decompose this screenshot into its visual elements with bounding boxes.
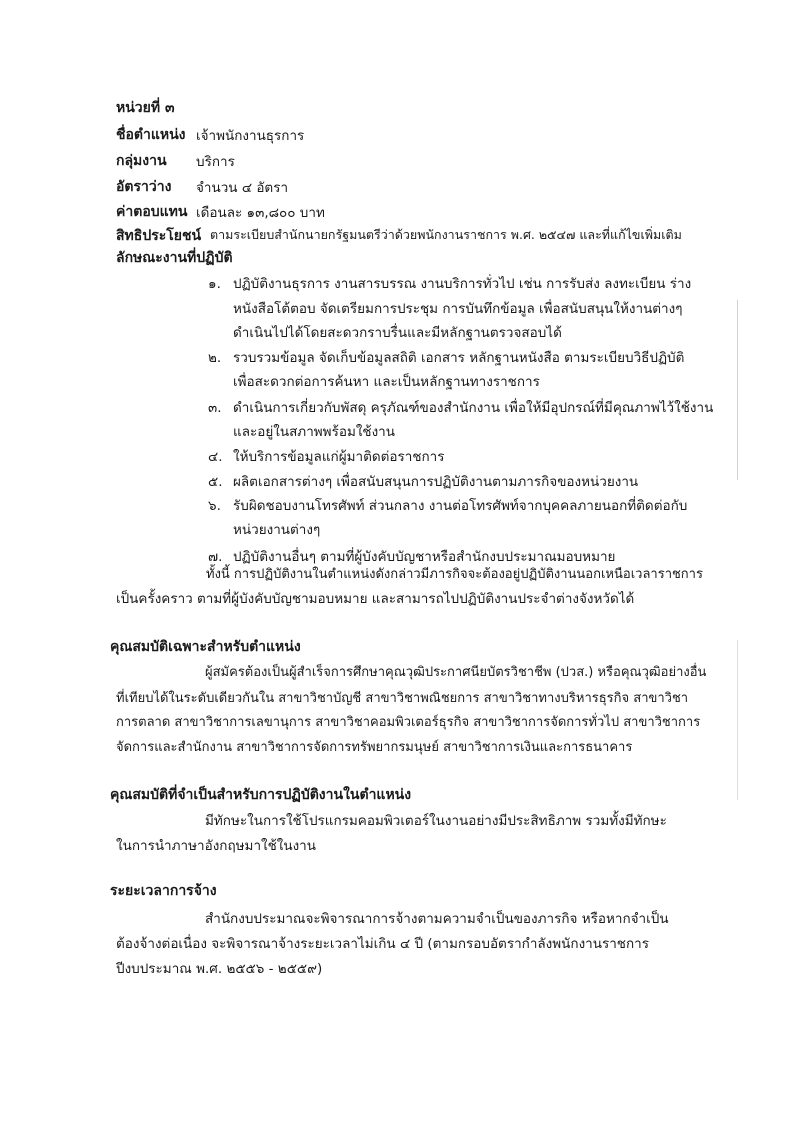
duty-number: ๓.: [208, 400, 222, 416]
qualifications-line: จัดการและสำนักงาน สาขาวิชาการจัดการทรัพยากรมนุษย์ สาขาวิชาการเงินและการธนาคาร: [116, 740, 633, 755]
scan-edge-mark: [737, 640, 738, 800]
quota-label: อัตราว่าง: [116, 179, 172, 195]
duty-number: ๕.: [208, 474, 223, 490]
duty-number: ๔.: [208, 449, 223, 465]
qualifications-line: ที่เทียบได้ในระดับเดียวกันใน สาขาวิชาบัญชี สาขาวิชาพณิชยการ สาขาวิชาทางบริหารธุรกิจ สาขาวิชา: [116, 691, 689, 706]
group-value: บริการ: [196, 154, 235, 170]
duty-line: ให้บริการข้อมูลแก่ผู้มาติดต่อราชการ: [233, 449, 445, 465]
pay-value: เดือนละ ๑๓,๘๐๐ บาท: [196, 205, 325, 221]
duty-line: ปฏิบัติงานอื่นๆ ตามที่ผู้บังคับบัญชาหรือสำนักงบประมาณมอบหมาย: [233, 549, 616, 565]
skills-line: ในการนำภาษาอังกฤษมาใช้ในงาน: [116, 838, 316, 854]
skills-line: มีทักษะในการใช้โปรแกรมคอมพิวเตอร์ในงานอย่างมีประสิทธิภาพ รวมทั้งมีทักษะ: [205, 813, 667, 829]
duties-note-line: เป็นครั้งคราว ตามที่ผู้บังคับบัญชามอบหมาย และสามารถไปปฏิบัติงานประจำต่างจังหวัดได้: [116, 591, 635, 607]
duty-line: หนังสือโต้ตอบ จัดเตรียมการประชุม การบันทึกข้อมูล เพื่อสนับสนุนให้งานต่างๆ: [233, 301, 683, 317]
employment-line: ต้องจ้างต่อเนื่อง จะพิจารณาจ้างระยะเวลาไม่เกิน ๔ ปี (ตามกรอบอัตรากำลังพนักงานราชการ: [116, 936, 649, 952]
quota-value: จำนวน ๔ อัตรา: [196, 180, 289, 196]
duty-line: รับผิดชอบงานโทรศัพท์ ส่วนกลาง งานต่อโทรศัพท์จากบุคคลภายนอกที่ติดต่อกับ: [233, 498, 688, 514]
duty-line: ผลิตเอกสารต่างๆ เพื่อสนับสนุนการปฏิบัติงานตามภารกิจของหน่วยงาน: [233, 474, 639, 490]
duty-number: ๒.: [208, 350, 222, 366]
employment-title: ระยะเวลาการจ้าง: [110, 883, 217, 899]
duty-line: เพื่อสะดวกต่อการค้นหา และเป็นหลักฐานทางราชการ: [233, 374, 540, 390]
duty-number: ๗.: [208, 549, 223, 565]
duty-line: ปฏิบัติงานธุรการ งานสารบรรณ งานบริการทั่วไป เช่น การรับส่ง ลงทะเบียน ร่าง: [233, 276, 692, 292]
duty-number: ๑.: [208, 276, 221, 292]
duty-line: ดำเนินไปได้โดยสะดวกราบรื่นและมีหลักฐานตรวจสอบได้: [233, 325, 562, 341]
duty-number: ๖.: [208, 498, 221, 514]
employment-line: สำนักงบประมาณจะพิจารณาการจ้างตามความจำเป็นของภารกิจ หรือหากจำเป็น: [205, 911, 669, 927]
benefit-value: ตามระเบียบสำนักนายกรัฐมนตรีว่าด้วยพนักงานราชการ พ.ศ. ๒๕๔๗ และที่แก้ไขเพิ่มเติม: [210, 227, 682, 242]
duty-line: และอยู่ในสภาพพร้อมใช้งาน: [233, 424, 395, 440]
duties-note-line: ทั้งนี้ การปฏิบัติงานในตำแหน่งดังกล่าวมีภารกิจจะต้องอยู่ปฏิบัติงานนอกเหนือเวลาราชการ: [206, 567, 703, 582]
pay-label: ค่าตอบแทน: [116, 204, 188, 220]
scan-edge-mark: [737, 300, 738, 480]
duty-line: ดำเนินการเกี่ยวกับพัสดุ ครุภัณฑ์ของสำนักงาน เพื่อให้มีอุปกรณ์ที่มีคุณภาพไว้ใช้งาน: [233, 400, 714, 416]
group-label: กลุ่มงาน: [116, 153, 167, 169]
duty-line: รวบรวมข้อมูล จัดเก็บข้อมูลสถิติ เอกสาร หลักฐานหนังสือ ตามระเบียบวิธีปฏิบัติ: [233, 350, 685, 366]
duties-title: ลักษณะงานที่ปฏิบัติ: [116, 250, 233, 266]
position-label: ชื่อตำแหน่ง: [116, 127, 186, 143]
qualifications-title: คุณสมบัติเฉพาะสำหรับตำแหน่ง: [110, 639, 301, 655]
qualifications-line: การตลาด สาขาวิชาการเลขานุการ สาขาวิชาคอมพิวเตอร์ธุรกิจ สาขาวิชาการจัดการทั่วไป สาขาวิชาการ: [116, 715, 701, 730]
employment-line: ปีงบประมาณ พ.ศ. ๒๕๕๖ - ๒๕๕๙): [116, 961, 323, 977]
skills-title: คุณสมบัติที่จำเป็นสำหรับการปฏิบัติงานในตำแหน่ง: [110, 787, 412, 803]
qualifications-line: ผู้สมัครต้องเป็นผู้สำเร็จการศึกษาคุณวุฒิประกาศนียบัตรวิชาชีพ (ปวส.) หรือคุณวุฒิอย่างอื่น: [205, 665, 707, 680]
duty-line: หน่วยงานต่างๆ: [233, 522, 321, 538]
benefit-label: สิทธิประโยชน์: [116, 228, 202, 244]
unit-label: หน่วยที่ ๓: [116, 100, 175, 116]
position-value: เจ้าพนักงานธุรการ: [196, 128, 305, 144]
